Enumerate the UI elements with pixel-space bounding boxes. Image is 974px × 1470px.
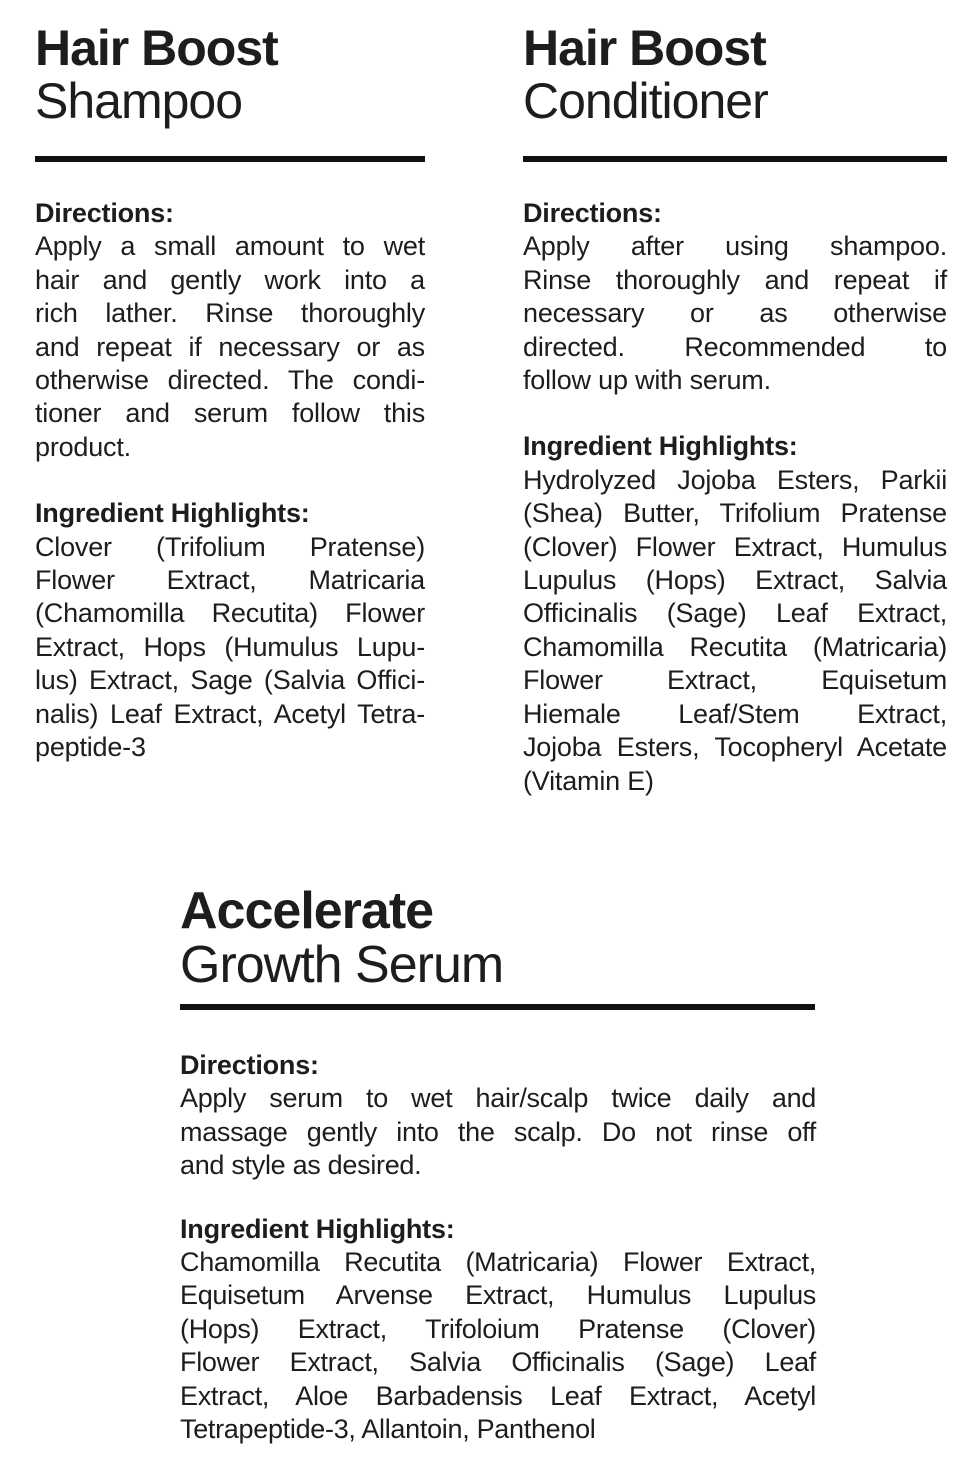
text-line: (Hops) Extract, Trifoloium Pratense (Clover) <box>180 1313 816 1344</box>
product-title: Hair Boost <box>523 20 766 76</box>
text-line: tioner and serum follow this <box>35 398 425 429</box>
title-rule <box>180 1004 815 1010</box>
text-line: peptide-3 <box>35 732 146 763</box>
text-line: Apply serum to wet hair/scalp twice daily and <box>180 1083 816 1114</box>
text-line: Tetrapeptide-3, Allantoin, Panthenol <box>180 1413 596 1444</box>
text-line: Extract, Aloe Barbadensis Leaf Extract, Acetyl <box>180 1380 816 1411</box>
text-line: Rinse thoroughly and repeat if <box>523 264 947 295</box>
text-line: and style as desired. <box>180 1150 422 1181</box>
text-line: Jojoba Esters, Tocopheryl Acetate <box>523 732 947 763</box>
title-rule <box>523 156 947 162</box>
ingredients-text <box>35 531 425 765</box>
text-line: (Shea) Butter, Trifolium Pratense <box>523 498 947 529</box>
text-line: hair and gently work into a <box>35 264 425 295</box>
text-line: Officinalis (Sage) Leaf Extract, <box>523 598 947 629</box>
ingredients-heading: Ingredient Highlights: <box>35 498 310 529</box>
text-line: Chamomilla Recutita (Matricaria) Flower Extract, <box>180 1246 816 1277</box>
product-panel-conditioner <box>523 22 947 798</box>
text-line: otherwise directed. The condi- <box>35 365 425 396</box>
product-title-block <box>523 22 947 128</box>
ingredients-heading: Ingredient Highlights: <box>523 431 798 462</box>
product-panel-shampoo <box>35 22 425 798</box>
text-line: rich lather. Rinse thoroughly <box>35 298 425 329</box>
directions-heading: Directions: <box>523 198 662 228</box>
text-line: (Chamomilla Recutita) Flower <box>35 598 425 629</box>
text-line: Apply after using shampoo. <box>523 231 947 262</box>
product-subtitle: Shampoo <box>35 73 243 129</box>
text-line: Flower Extract, Equisetum <box>523 665 947 696</box>
text-line: (Vitamin E) <box>523 765 654 796</box>
product-subtitle: Conditioner <box>523 73 768 129</box>
text-line: follow up with serum. <box>523 365 771 396</box>
directions-text <box>180 1082 816 1182</box>
text-line: Equisetum Arvense Extract, Humulus Lupulus <box>180 1280 816 1311</box>
product-title-block <box>35 22 425 128</box>
ingredients-heading: Ingredient Highlights: <box>180 1213 455 1244</box>
title-rule <box>35 156 425 162</box>
text-line: and repeat if necessary or as <box>35 331 425 362</box>
directions-heading: Directions: <box>180 1049 319 1080</box>
directions-text <box>35 230 425 464</box>
text-line: lus) Extract, Sage (Salvia Offici- <box>35 665 425 696</box>
text-line: (Clover) Flower Extract, Humulus <box>523 531 947 562</box>
text-line: Flower Extract, Salvia Officinalis (Sage) Leaf <box>180 1347 816 1378</box>
ingredients-text <box>180 1246 816 1446</box>
text-line: Hydrolyzed Jojoba Esters, Parkii <box>523 464 947 495</box>
ingredients-text <box>523 464 947 798</box>
product-title-block <box>180 881 816 994</box>
top-columns <box>0 22 974 798</box>
product-panel-serum <box>180 881 816 1446</box>
text-line: directed. Recommended to <box>523 331 947 362</box>
directions-text <box>523 230 947 397</box>
text-line: massage gently into the scalp. Do not rinse off <box>180 1116 816 1147</box>
text-line: Lupulus (Hops) Extract, Salvia <box>523 565 947 596</box>
text-line: Clover (Trifolium Pratense) <box>35 531 425 562</box>
product-title: Accelerate <box>180 881 434 940</box>
product-title: Hair Boost <box>35 20 278 76</box>
text-line: Extract, Hops (Humulus Lupu- <box>35 631 425 662</box>
text-line: Hiemale Leaf/Stem Extract, <box>523 698 947 729</box>
text-line: nalis) Leaf Extract, Acetyl Tetra- <box>35 698 425 729</box>
text-line: necessary or as otherwise <box>523 298 947 329</box>
text-line: Apply a small amount to wet <box>35 231 425 262</box>
text-line: Chamomilla Recutita (Matricaria) <box>523 631 947 662</box>
directions-heading: Directions: <box>35 198 174 228</box>
product-subtitle: Growth Serum <box>180 935 504 994</box>
text-line: product. <box>35 431 131 462</box>
text-line: Flower Extract, Matricaria <box>35 565 425 596</box>
